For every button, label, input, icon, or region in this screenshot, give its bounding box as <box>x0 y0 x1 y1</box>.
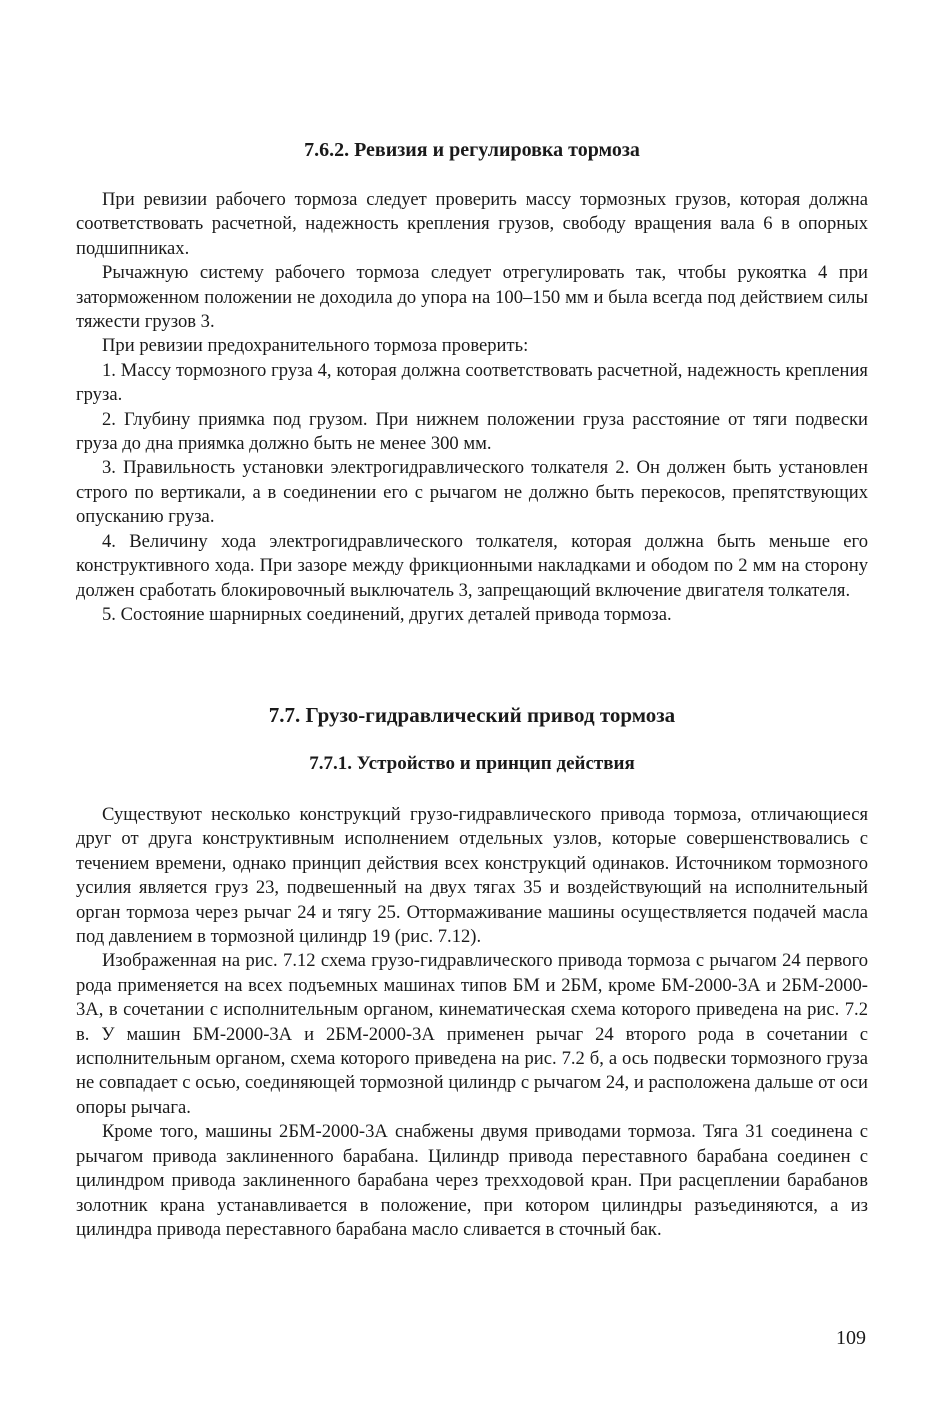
paragraph: Рычажную систему рабочего тормоза следует отрегулировать так, чтобы рукоятка 4 при заторможенном положении не доходила до упора на 100–150 мм и была всегда под действием силы тяжести грузов 3. <box>76 262 868 333</box>
list-item: 1. Массу тормозного груза 4, которая должна соответствовать расчетной, надежность крепления груза. <box>76 359 868 406</box>
section-heading-7-7-1: 7.7.1. Устройство и принцип действия <box>309 753 635 774</box>
paragraph: Изображенная на рис. 7.12 схема грузо-гидравлического привода тормоза с рычагом 24 первого рода применяется на всех подъемных машинах типов БМ и 2БМ, кроме БМ-2000-3А и 2БМ-2000-3А, в сочетании с исполнительным органом, кинематическая схема которого приведена на рис. 7.2 в. У машин БМ-2000-3А и 2БМ-2000-3А применен рычаг 24 второго рода в сочетании с исполнительным органом, схема которого приведена на рис. 7.2 б, а ось подвески тормозного груза не совпадает с осью, соединяющей тормозной цилиндр с рычагом 24, и расположена дальше от оси опоры рычага. <box>76 950 868 1118</box>
paragraph: При ревизии рабочего тормоза следует проверить массу тормозных грузов, которая должна соответствовать расчетной, надежность крепления грузов, свободу вращения вала 6 в опорных подшипниках. <box>76 189 868 259</box>
section-heading-7-7: 7.7. Грузо-гидравлический привод тормоза <box>268 703 676 727</box>
paragraph: Существуют несколько конструкций грузо-гидравлического привода тормоза, отличающиеся друг от друга конструктивным исполнением отдельных узлов, которые совершенствовались с течением времени, однако принцип действия всех конструкций одинаков. Источником тормозного усилия является груз 23, подвешенный на двух тягах 35 и воздействующий на исполнительный орган тормоза через рычаг 24 и тягу 25. Оттормаживание машины осуществляется подачей масла под давлением в тормозной цилиндр 19 (рис. 7.12). <box>76 804 868 948</box>
section-body-7-6-2 <box>76 188 868 627</box>
list-item: 2. Глубину приямка под грузом. При нижнем положении груза расстояние от тяги подвески груза до дна приямка должно быть не менее 300 мм. <box>76 408 868 455</box>
paragraph: Кроме того, машины 2БМ-2000-3А снабжены двумя приводами тормоза. Тяга 31 соединена с рычагом привода заклиненного барабана. Цилиндр привода переставного барабана соединен с цилиндром привода заклиненного барабана через трехходовой кран. При расцеплении барабанов золотник крана устанавливается в положение, при котором цилиндры разъединяются, а из цилиндра привода переставного барабана масло сливается в сточный бак. <box>76 1121 868 1240</box>
list-item: 5. Состояние шарнирных соединений, других деталей привода тормоза. <box>102 603 672 625</box>
section-heading-7-6-2: 7.6.2. Ревизия и регулировка тормоза <box>304 139 640 161</box>
section-body-7-7-1 <box>76 803 868 1242</box>
list-item: 4. Величину хода электрогидравлического толкателя, которая должна быть меньше его конструктивного хода. При зазоре между фрикционными накладками и ободом по 2 мм на сторону должен сработать блокировочный выключатель 3, запрещающий включение двигателя толкателя. <box>76 530 868 601</box>
list-item: 3. Правильность установки электрогидравлического толкателя 2. Он должен быть установлен строго по вертикали, а в соединении его с рычагом не должно быть перекосов, препятствующих опусканию груза. <box>76 457 868 528</box>
page-number: 109 <box>836 1327 866 1349</box>
paragraph: При ревизии предохранительного тормоза проверить: <box>102 335 529 357</box>
